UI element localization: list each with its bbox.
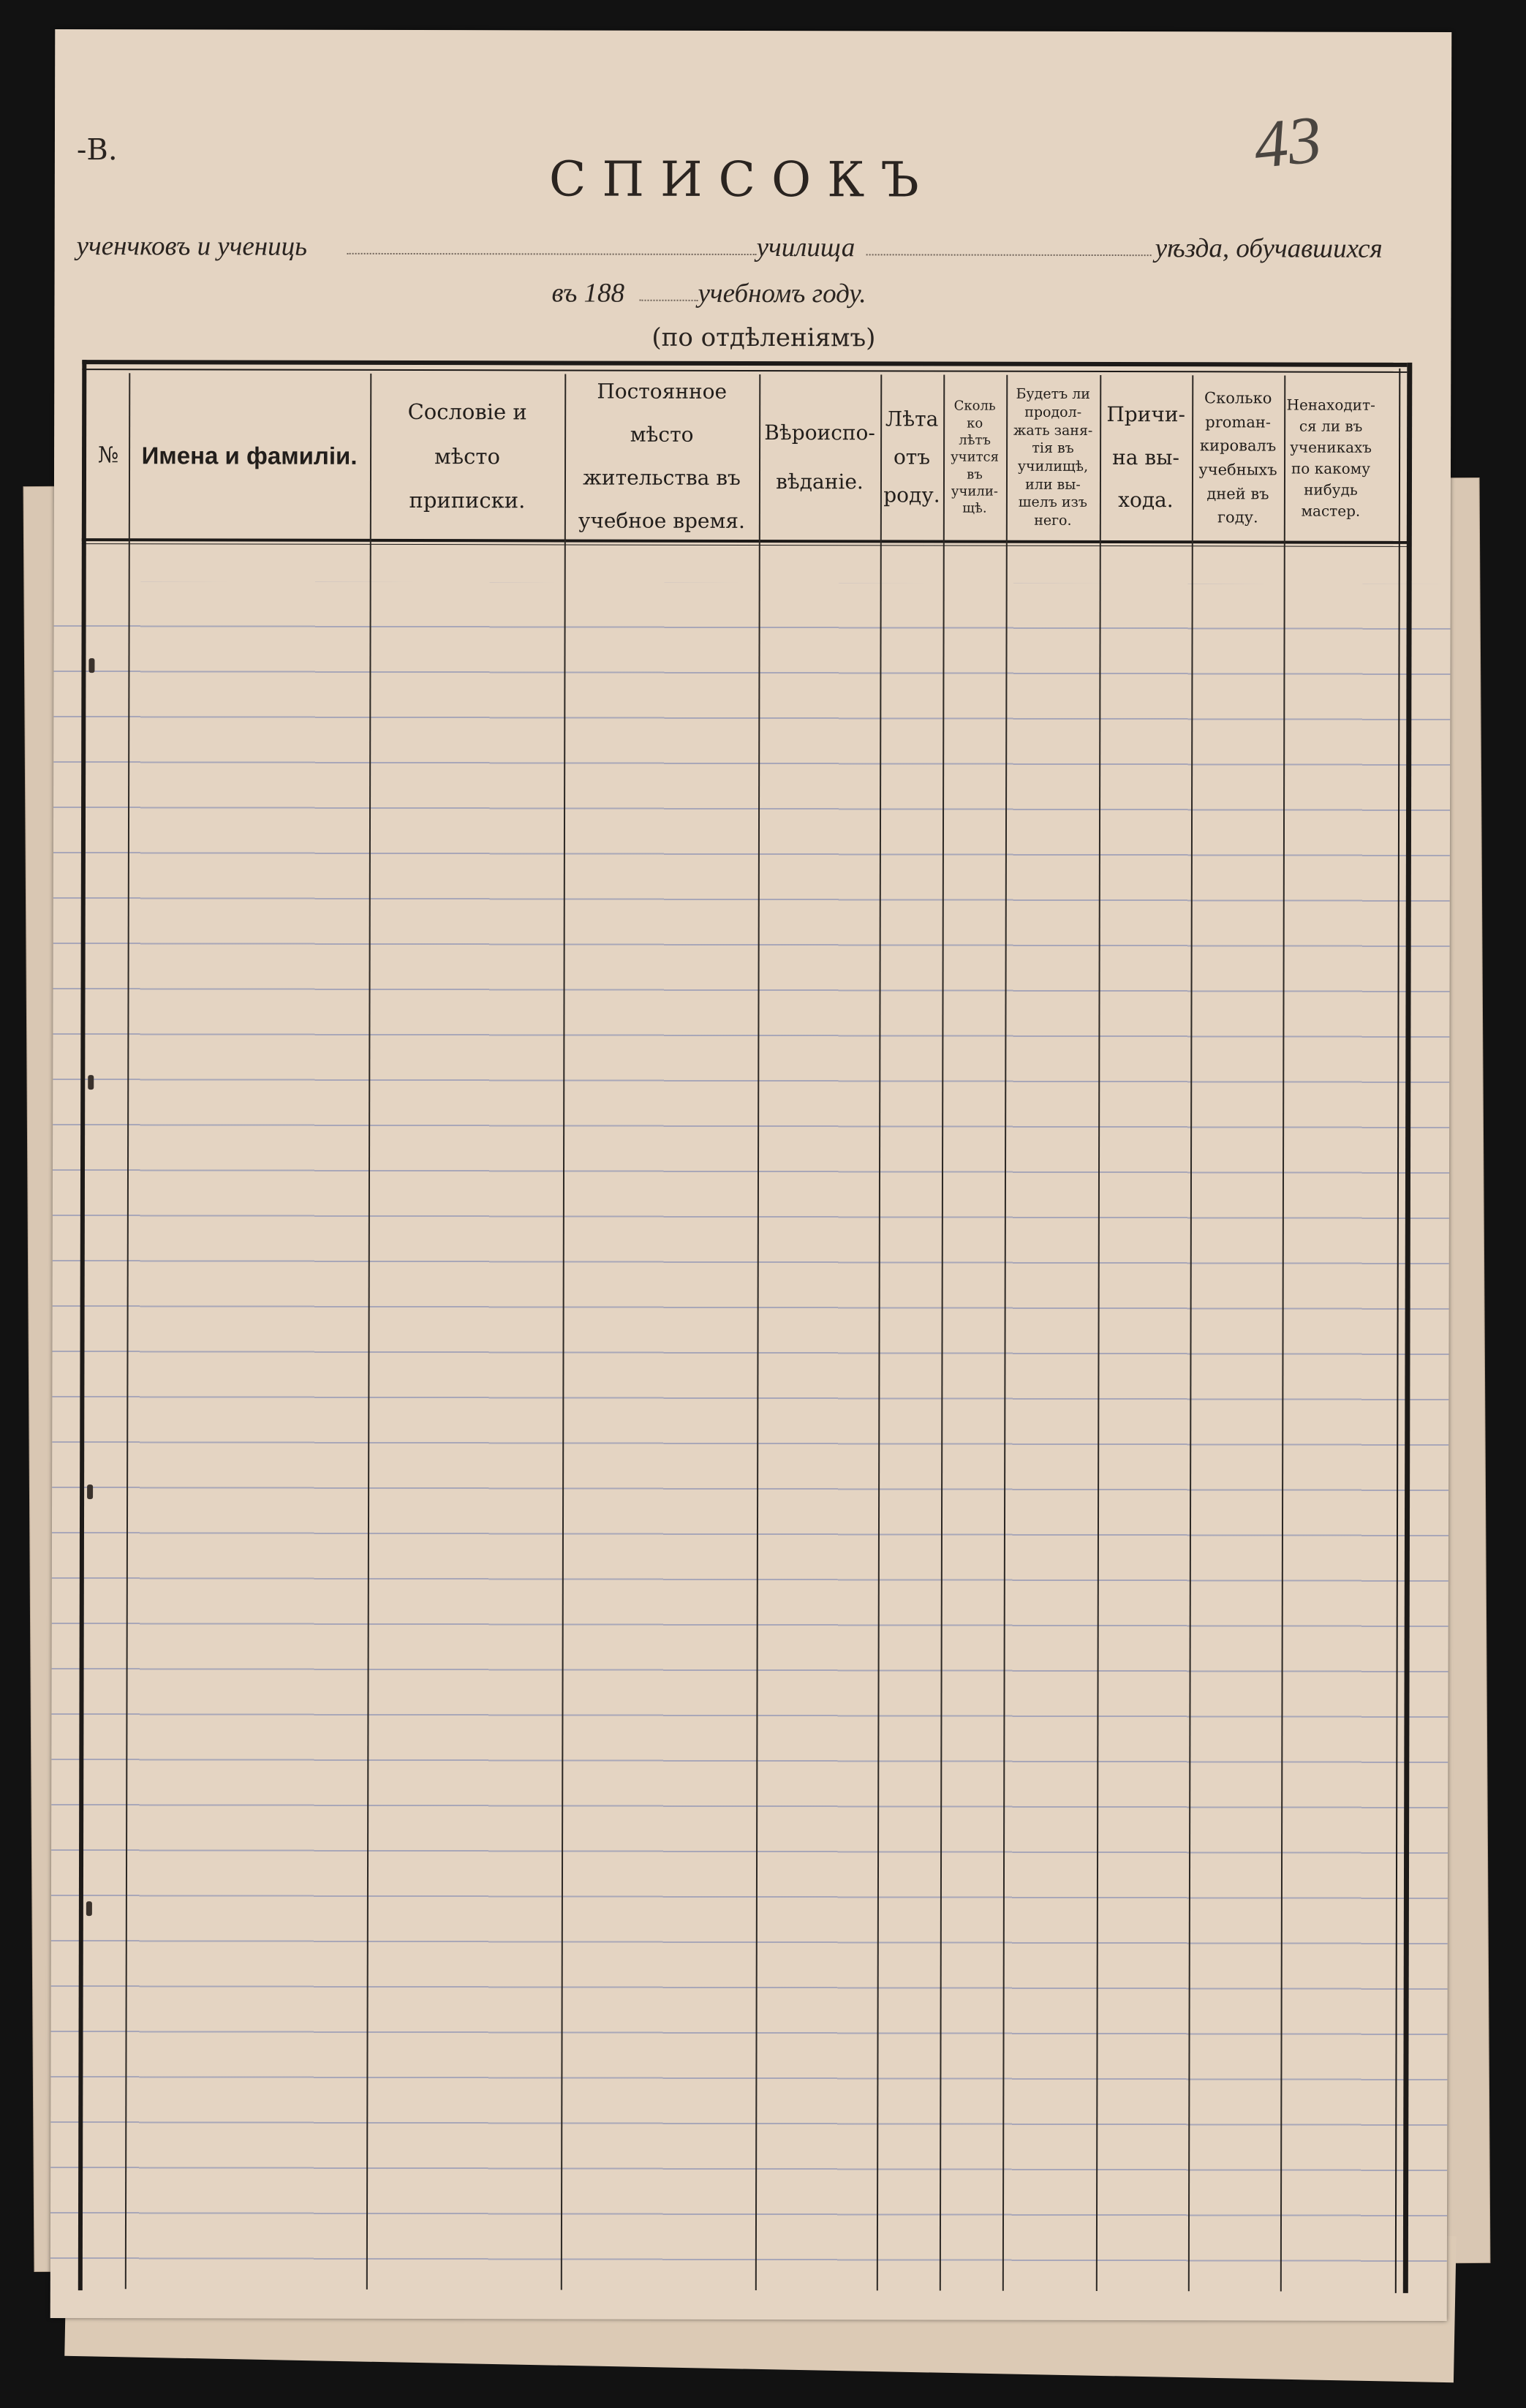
blank-field-school — [347, 253, 757, 255]
column-header-residence — [566, 374, 758, 540]
header-line-1-part-3: уѣзда, обучавшихся — [1155, 233, 1383, 264]
column-header-residence-label: Постоянное мѣсто жительства въ учебное время. — [578, 379, 745, 533]
column-header-apprentice-label: Ненаходит- ся ли въ ученикахъ по какому нибудь мастер. — [1286, 396, 1375, 520]
header-line-1 — [76, 230, 1437, 264]
column-header-number — [88, 373, 129, 538]
column-header-religion-label: Вѣроиспо- вѣданіе. — [764, 420, 875, 494]
column-header-continue-label: Будетъ ли продол- жать заня- тія въ училищѣ, или вы- шелъ изъ него. — [1013, 386, 1093, 529]
column-header-age — [882, 374, 942, 540]
column-header-estate — [371, 374, 563, 540]
header-line-2 — [551, 277, 991, 309]
blank-field-year — [640, 300, 698, 301]
column-header-years-studied-label: Сколь ко лѣтъ учится въ учили- щѣ. — [951, 398, 1000, 517]
column-header-days-missed — [1193, 375, 1283, 540]
binding-mark — [86, 1901, 92, 1916]
header-line-1-part-2: училища — [756, 233, 855, 263]
column-header-reason — [1101, 375, 1190, 540]
binding-mark — [87, 1484, 93, 1499]
column-header-days-missed-label: Сколько promaн- кировалъ учебныхъ дней въ году. — [1198, 389, 1277, 526]
document-subtitle: (по отдѣленіямъ) — [651, 322, 876, 353]
header-line-1-part-1: ученчковъ и учениць — [76, 231, 308, 262]
column-header-years-studied — [945, 375, 1005, 540]
blank-field-district — [866, 254, 1152, 256]
column-header-names-label: Имена и фамиліи. — [141, 442, 358, 470]
column-header-continue — [1008, 375, 1098, 540]
table-frame — [78, 360, 1408, 2298]
header-line-2-part-1: въ 188 — [551, 278, 625, 309]
column-header-apprentice — [1285, 376, 1376, 541]
column-header-names — [130, 373, 369, 539]
document-page — [50, 29, 1452, 2321]
column-header-age-label: Лѣта отъ роду. — [883, 407, 940, 507]
binding-mark — [88, 658, 94, 673]
column-header-reason-label: Причи- на вы- хода. — [1106, 401, 1186, 513]
column-header-number-label: № — [97, 442, 119, 468]
binding-mark — [88, 1075, 94, 1090]
form-number: -В. — [76, 133, 118, 167]
header-line-2-part-2: учебномъ году. — [698, 278, 866, 309]
folio-number: 43 — [1250, 101, 1326, 183]
column-header-religion — [760, 374, 879, 540]
document-title: СПИСОКЪ — [548, 151, 935, 208]
column-header-estate-label: Сословіе и мѣсто приписки. — [407, 399, 527, 513]
